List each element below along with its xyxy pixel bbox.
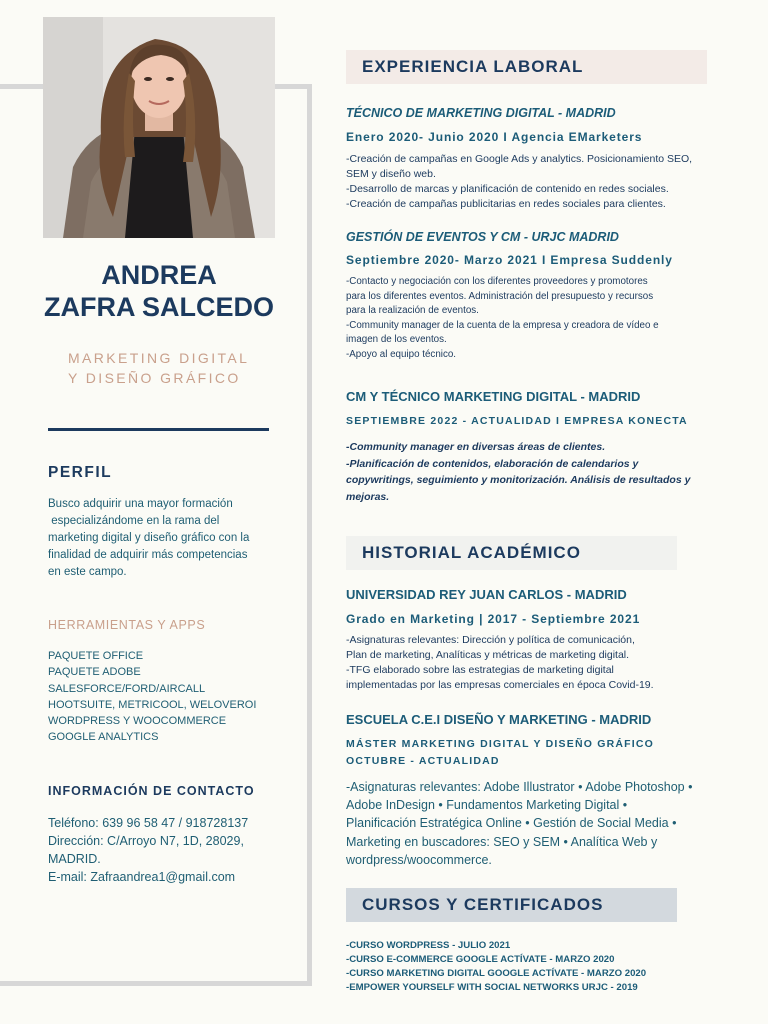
education-subtitle: Grado en Marketing | 2017 - Septiembre 2021 [346,612,641,626]
job-subtitle: SEPTIEMBRE 2022 - ACTUALIDAD I EMPRESA KONECTA [346,415,688,427]
job-line: para la realización de eventos. [346,305,479,316]
tool-item: GOOGLE ANALYTICS [48,731,159,744]
job-line: -Planificación de contenidos, elaboración de calendarios y [346,457,639,470]
job-line: -Apoyo al equipo técnico. [346,348,457,360]
job-line: para los diferentes eventos. Administración del presupuesto y recursos [346,290,654,302]
education-line: -Asignaturas relevantes: Dirección y política de comunicación, [346,634,635,646]
tool-item: PAQUETE OFFICE [48,650,144,662]
job-subtitle: Septiembre 2020- Marzo 2021 I Empresa Suddenly [346,253,673,267]
job-line: -Creación de campañas publicitarias en redes sociales para clientes. [346,198,666,210]
job-line: -Creación de campañas en Google Ads y analytics. Posicionamiento SEO, [346,153,693,165]
perfil-line: en este campo. [48,566,127,578]
job-line: SEM y diseño web. [346,168,436,180]
perfil-text [48,496,268,581]
job-title: CM Y TÉCNICO MARKETING DIGITAL - MADRID [346,389,641,404]
course-item: -CURSO E-COMMERCE GOOGLE ACTÍVATE - MARZO 2020 [346,954,615,965]
perfil-line: finalidad de adquirir más competencias [48,549,248,561]
job-description [346,152,711,212]
contact-info [48,814,298,886]
experience-heading: EXPERIENCIA LABORAL [346,50,707,84]
tools-title: HERRAMIENTAS Y APPS [48,618,206,632]
tool-item: HOOTSUITE, METRICOOL, WELOVEROI [48,698,257,711]
job-description [346,439,711,505]
tool-item: WORDPRESS Y WOOCOMMERCE [48,715,227,728]
education-line: -TFG elaborado sobre las estrategias de marketing digital [346,664,614,676]
education-line: Marketing en buscadores: SEO y SEM • Analítica Web y [346,834,658,849]
job-line: copywritings, seguimiento y monitorización. Análisis de resultados y [346,474,691,486]
job-title: TÉCNICO DE MARKETING DIGITAL - MADRID [346,106,616,120]
education-subtitle: OCTUBRE - ACTUALIDAD [346,755,500,767]
education-line: Planificación Estratégica Online • Gestión de Social Media • [346,816,677,831]
contact-address-city: MADRID. [48,852,101,866]
tool-item: PAQUETE ADOBE [48,666,141,679]
education-heading: HISTORIAL ACADÉMICO [346,536,677,570]
profile-photo [43,17,275,238]
contact-phone: Teléfono: 639 96 58 47 / 918728137 [48,816,249,830]
role-line-2: Y DISEÑO GRÁFICO [68,370,241,386]
education-line: implementadas por las empresas comerciales en época Covid-19. [346,679,654,691]
job-description [346,275,711,362]
tool-item: SALESFORCE/FORD/AIRCALL [48,682,206,695]
perfil-title: PERFIL [48,464,113,481]
courses-heading: CURSOS Y CERTIFICADOS [346,888,677,922]
job-subtitle: Enero 2020- Junio 2020 I Agencia EMarketers [346,130,643,144]
job-line: mejoras. [346,490,390,503]
education-description [346,633,711,693]
course-item: -CURSO MARKETING DIGITAL GOOGLE ACTÍVATE - MARZO 2020 [346,968,647,979]
education-title: ESCUELA C.E.I DISEÑO Y MARKETING - MADRID [346,712,652,727]
contact-title: INFORMACIÓN DE CONTACTO [48,784,255,798]
courses-list [346,939,646,995]
education-title: UNIVERSIDAD REY JUAN CARLOS - MADRID [346,587,627,602]
job-line: imagen de los eventos. [346,334,447,345]
perfil-line: especializándome en la rama del [48,515,220,527]
job-line: -Community manager en diversas áreas de clientes. [346,441,606,453]
name-last: ZAFRA SALCEDO [44,292,274,322]
education-description [346,778,711,869]
education-subtitle: MÁSTER MARKETING DIGITAL Y DISEÑO GRÁFICO [346,738,655,750]
job-line: -Desarrollo de marcas y planificación de contenido en redes sociales. [346,183,669,195]
course-item: -CURSO WORDPRESS - JULIO 2021 [346,940,511,951]
education-line: wordpress/woocommerce. [346,852,492,867]
perfil-line: Busco adquirir una mayor formación [48,498,233,510]
course-item: -EMPOWER YOURSELF WITH SOCIAL NETWORKS URJC - 2019 [346,982,638,993]
divider [48,428,269,431]
name-first: ANDREA [101,260,217,290]
education-line: -Asignaturas relevantes: Adobe Illustrator • Adobe Photoshop • [346,780,693,794]
education-line: Plan de marketing, Analíticas y métricas de marketing digital. [346,649,630,661]
job-title: GESTIÓN DE EVENTOS Y CM - URJC MADRID [346,230,619,244]
contact-address: Dirección: C/Arroyo N7, 1D, 28029, [48,834,244,848]
perfil-line: marketing digital y diseño gráfico con la [48,532,250,544]
tools-list [48,648,256,746]
contact-email[interactable]: E-mail: Zafraandrea1@gmail.com [48,870,236,884]
role-line-1: MARKETING DIGITAL [68,350,250,366]
job-line: -Community manager de la cuenta de la empresa y creadora de vídeo e [346,319,659,331]
education-line: Adobe InDesign • Fundamentos Marketing Digital • [346,798,628,813]
job-line: -Contacto y negociación con los diferentes proveedores y promotores [346,276,648,287]
